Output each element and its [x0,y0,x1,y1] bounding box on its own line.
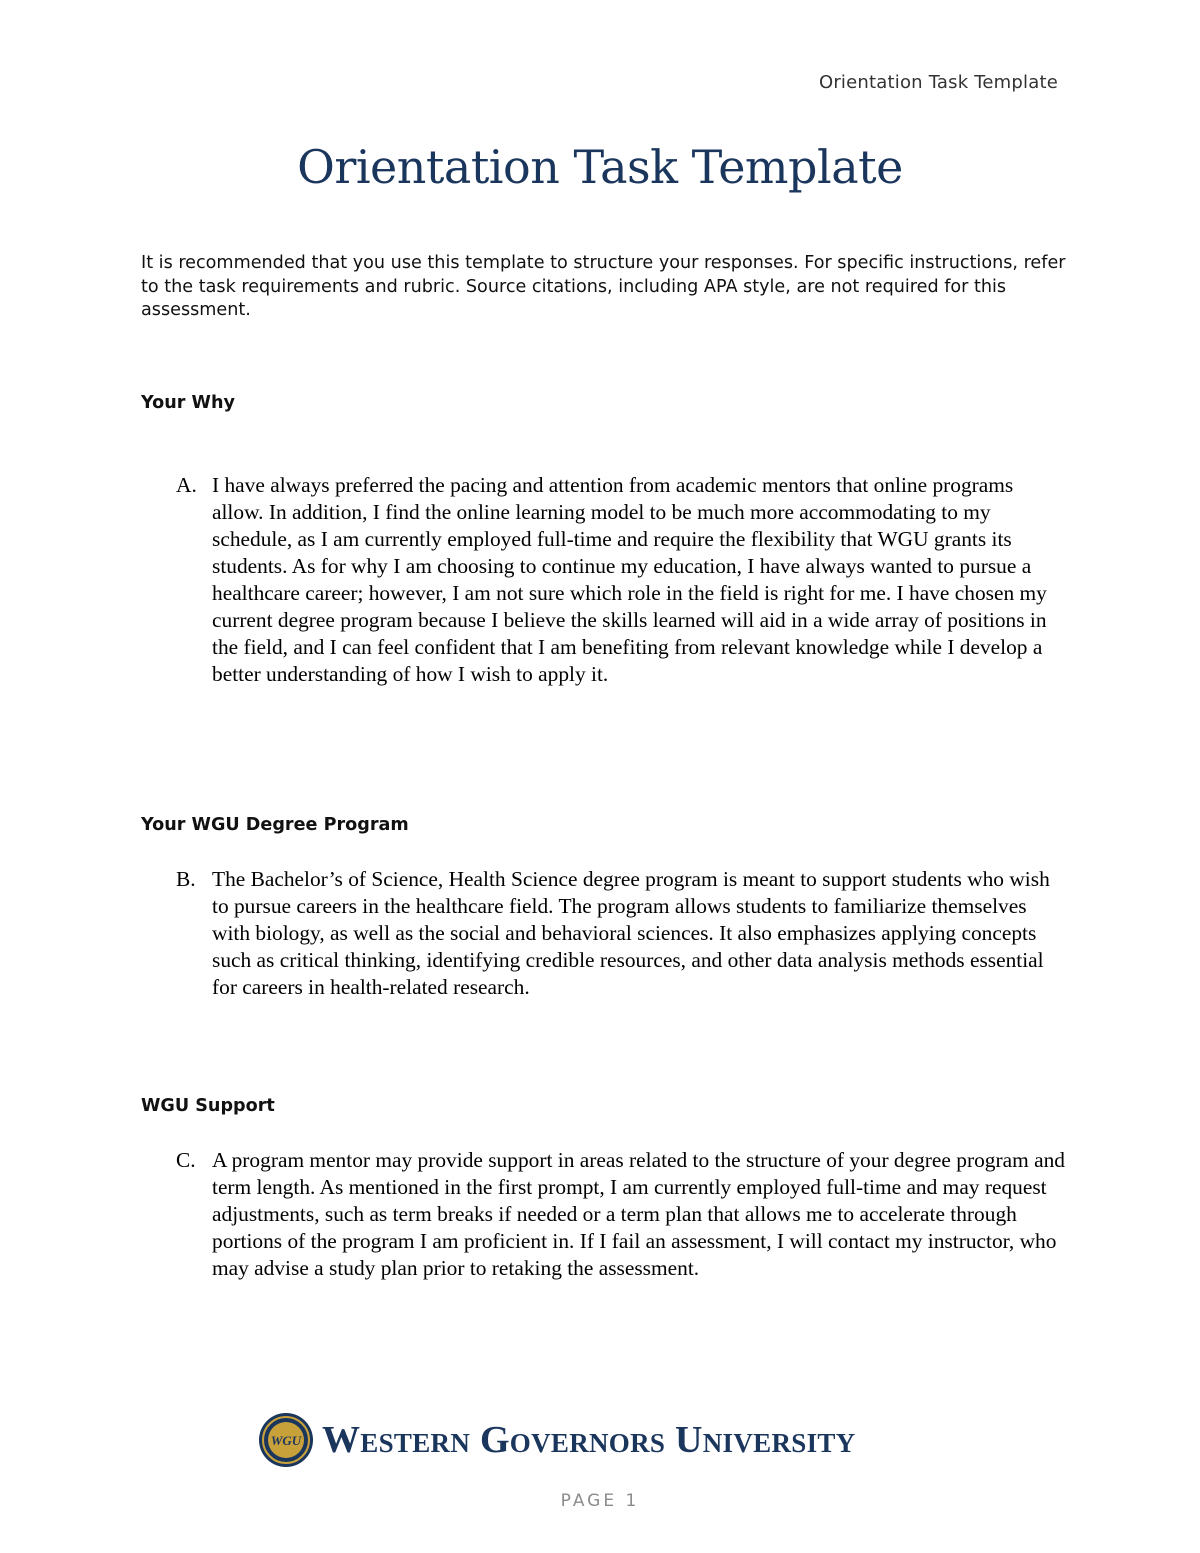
logo-wordmark: Western Governors University [322,1419,856,1461]
response-item-a [176,472,1066,688]
running-header-title: Orientation Task Template [818,72,1058,93]
intro-paragraph: It is recommended that you use this template to structure your responses. For specific instructions, refer to the task requirements and rubric. Source citations, including APA style, are not required for this assessment. [141,253,1066,320]
university-seal-icon [258,1412,314,1468]
item-text: I have always preferred the pacing and attention from academic mentors that online programs allow. In addition, I find the online learning model to be much more accommodating to my schedule, as I am currently employed full-time and require the flexibility that WGU grants its students. As for why I am choosing to continue my education, I have always wanted to pursue a healthcare career; however, I am not sure which role in the field is right for me. I have chosen my current degree program because I believe the skills learned will aid in a wide array of positions in the field, and I can feel confident that I am benefiting from relevant knowledge while I develop a better understanding of how I wish to apply it. [212,473,1047,686]
section-heading-degree-program: Your WGU Degree Program [141,815,409,835]
item-marker: A. [176,473,197,497]
item-marker: B. [176,867,196,891]
section-heading-wgu-support: WGU Support [141,1096,275,1116]
document-title: Orientation Task Template [297,140,903,194]
item-marker: C. [176,1148,196,1172]
response-item-b [176,866,1066,1001]
section-heading-your-why: Your Why [141,393,235,413]
response-item-c [176,1147,1066,1282]
wgu-logo [258,1412,856,1468]
item-text: The Bachelor’s of Science, Health Science degree program is meant to support students who wish to pursue careers in the healthcare field. The program allows students to familiarize themselves with biology, as well as the social and behavioral sciences. It also emphasizes applying concepts such as critical thinking, identifying credible resources, and other data analysis methods essential for careers in health-related research. [212,867,1050,999]
page-number: PAGE 1 [560,1491,640,1511]
seal-letters: WGU [270,1433,302,1448]
item-text: A program mentor may provide support in areas related to the structure of your degree program and term length. As mentioned in the first prompt, I am currently employed full-time and may request adjustments, such as term breaks if needed or a term plan that allows me to accelerate through portions of the program I am proficient in. If I fail an assessment, I will contact my instructor, who may advise a study plan prior to retaking the assessment. [212,1148,1065,1280]
